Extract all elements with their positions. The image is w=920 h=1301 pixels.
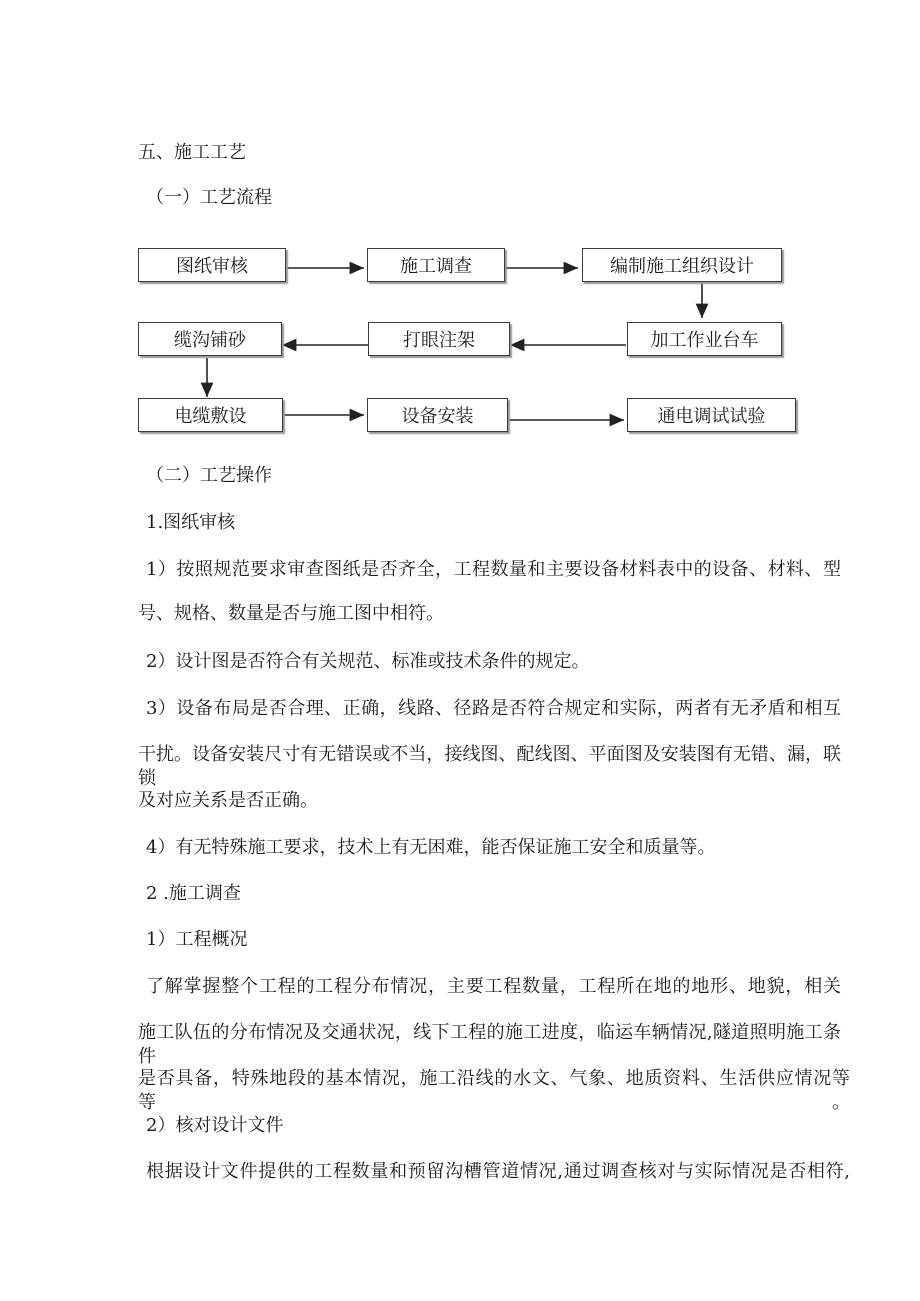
para-5-line-2: 施工队伍的分布情况及交通状况，线下工程的施工进度，临运车辆情况,隧道照明施工条件 [138,1022,841,1067]
flow-box-construction-plan: 编制施工组织设计 [582,248,782,282]
para-1-line-2: 号、规格、数量是否与施工图中相符。 [138,603,444,624]
heading-project-overview: 1）工程概况 [146,929,248,950]
heading-drawing-review: 1.图纸审核 [146,512,236,533]
flow-box-trench-sand: 缆沟铺砂 [138,322,282,356]
flow-box-equipment-install: 设备安装 [367,398,508,432]
para-3-line-3: 及对应关系是否正确。 [138,790,318,811]
flowchart-arrows [0,0,920,460]
flow-box-drilling-bracket: 打眼注架 [368,322,510,356]
flow-box-site-survey: 施工调查 [367,248,505,282]
section-title: 五、施工工艺 [138,142,246,163]
para-3-line-1: 3）设备布局是否合理、正确，线路、径路是否符合规定和实际，两者有无矛盾和相互 [146,698,841,719]
para-6: 根据设计文件提供的工程数量和预留沟槽管道情况,通过调查核对与实际情况是否相符, [146,1161,850,1182]
para-4: 4）有无特殊施工要求，技术上有无困难，能否保证施工安全和质量等。 [146,837,716,858]
heading-verify-design-docs: 2）核对设计文件 [146,1115,284,1136]
para-3-line-2: 干扰。设备安装尺寸有无错误或不当，接线图、配线图、平面图及安装图有无错、漏，联锁 [138,744,841,789]
heading-site-survey: 2 .施工调查 [146,883,241,904]
para-1-line-1: 1）按照规范要求审查图纸是否齐全，工程数量和主要设备材料表中的设备、材料、型 [146,559,841,580]
para-5-line-1: 了解掌握整个工程的工程分布情况，主要工程数量，工程所在地的地形、地貌，相关 [146,976,841,997]
para-2: 2）设计图是否符合有关规范、标准或技术条件的规定。 [146,651,590,672]
subsection-process-flow: （一）工艺流程 [146,187,272,208]
flow-box-cable-laying: 电缆敷设 [138,398,283,432]
subsection-process-operation: （二）工艺操作 [146,465,272,486]
flow-box-power-test: 通电调试试验 [627,398,796,432]
para-5-line-3: 是否具备，特殊地段的基本情况，施工沿线的水文、气象、地质资料、生活供应情况等等。 [138,1068,850,1113]
flow-box-drawing-review: 图纸审核 [138,248,286,282]
flow-box-work-trolley: 加工作业台车 [627,322,782,356]
